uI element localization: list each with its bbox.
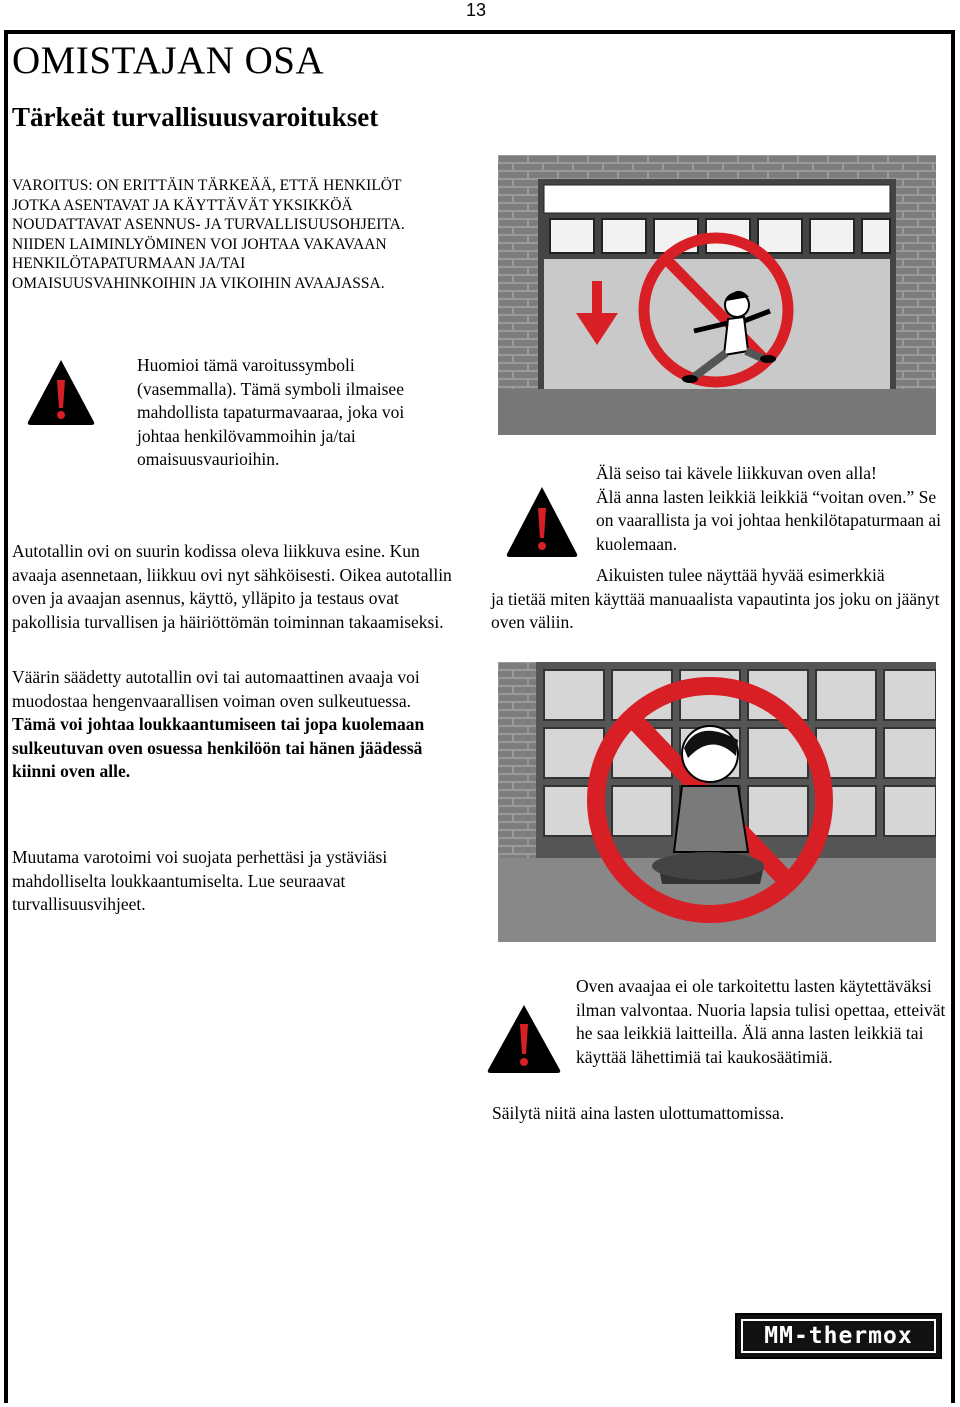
tip-adult-example <box>491 564 951 635</box>
tip-adult-example-line2: ja tietää miten käyttää manuaalista vapautinta jos joku on jäänyt oven väliin. <box>491 588 940 632</box>
tip-no-play: Älä anna lasten leikkiä leikkiä “voitan oven.” Se on vaarallista ja voi johtaa henkilötapaturmaan ai kuolemaan. <box>596 486 942 554</box>
warning-triangle-icon <box>24 356 98 428</box>
page-title: OMISTAJAN OSA <box>12 39 325 82</box>
warning-caps-text: VAROITUS: ON ERITTÄIN TÄRKEÄÄ, ETTÄ HENKILÖT JOTKA ASENTAVAT JA KÄYTTÄVÄT YKSIKKÖÄ NOUDATTAVAT ASENNUS- JA TURVALLISUUSOHJEITA. NIIDEN LAIMINLYÖMINEN VOI JOHTAA VAKAVAAN HENKILÖTAPATURMAAN JA/TAI OMAISUUSVAHINKOIHIN JA VIKOIHIN AVAAJASSA. <box>12 177 405 292</box>
tip-keep-away: Säilytä niitä aina lasten ulottumattomissa. <box>492 1103 785 1123</box>
symbol-note-text: Huomioi tämä varoitussymboli (vasemmalla). Tämä symboli ilmaisee mahdollista tapaturmavaaraa, joka voi johtaa henkilövammoihin ja/tai omaisuusvaurioihin. <box>137 355 405 469</box>
garage-door-sitting-child-illustration <box>498 662 936 942</box>
warning-triangle-icon <box>484 1002 564 1076</box>
section-title: Tärkeät turvallisuusvaroitukset <box>12 102 379 132</box>
tip-not-for-children: Oven avaajaa ei ole tarkoitettu lasten käytettäväksi ilman valvontaa. Nuoria lapsia tulisi opettaa, etteivät he saa leikkiä laitteilla. Älä anna lasten leikkiä tai käyttää lähettimiä tai kaukosäätimiä. <box>576 976 946 1067</box>
brand-logo <box>735 1313 942 1359</box>
page-number: 13 <box>466 0 487 20</box>
precautions-paragraph: Muutama varotoimi voi suojata perhettäsi ja ystäviäsi mahdolliselta loukkaantumiselta. Lue seuraavat turvallisuusvihjeet. <box>12 847 388 914</box>
wrong-adjustment-paragraph <box>12 666 452 784</box>
wrong-adjustment-emphasis: Tämä voi johtaa loukkaantumiseen tai jopa kuolemaan sulkeutuvan oven osuessa henkilöön tai hänen jäädessä kiinni oven alle. <box>12 714 425 781</box>
tip-adult-example-line1: Aikuisten tulee näyttää hyvää esimerkkiä <box>596 565 885 585</box>
wrong-adjustment-text: Väärin säädetty autotallin ovi tai automaattinen avaaja voi muodostaa hengenvaarallisen voiman oven sulkeutuessa. <box>12 667 420 711</box>
tip-dont-stand: Älä seiso tai kävele liikkuvan oven alla! <box>596 463 877 483</box>
moving-object-paragraph: Autotallin ovi on suurin kodissa oleva liikkuva esine. Kun avaaja asennetaan, liikkuu ovi nyt sähköisesti. Oikea autotallin oven ja avaajan asennus, käyttö, ylläpito ja testaus ovat pakollisia turvallisen ja häiriöttömän toiminnan takaamiseksi. <box>12 541 452 632</box>
warning-triangle-icon <box>504 484 580 560</box>
brand-logo-text: MM-thermox <box>741 1319 936 1353</box>
safety-tips-right <box>596 462 956 556</box>
garage-door-running-child-illustration <box>498 155 936 435</box>
